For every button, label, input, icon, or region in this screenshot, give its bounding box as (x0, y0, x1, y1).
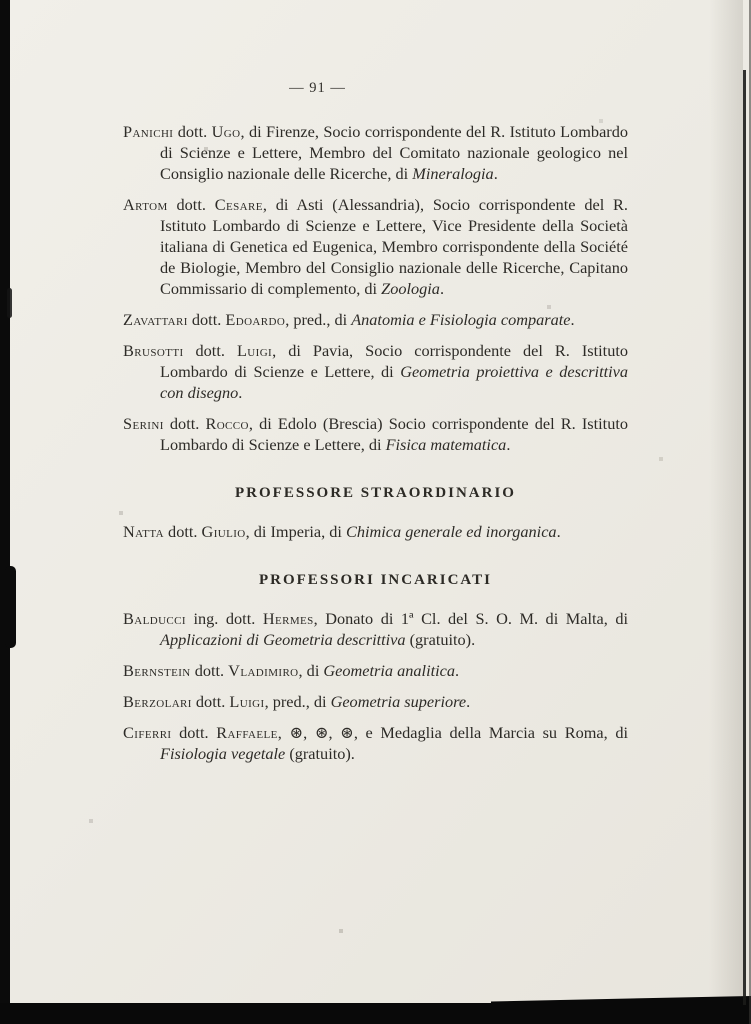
body-text: (gratuito). (285, 744, 355, 763)
body-text: dott. (171, 723, 217, 742)
name-text: Rocco (205, 414, 249, 433)
body-text: dott. (163, 414, 206, 433)
body-text: , di Imperia, di (245, 522, 346, 541)
faculty-entry-natta (123, 521, 628, 542)
subject-text: Geometria analitica (323, 661, 456, 680)
faculty-entry-brusotti (123, 340, 628, 403)
faculty-entry-artom (123, 194, 628, 299)
faculty-entry-panichi (123, 121, 628, 184)
name-text: Vladimiro (228, 661, 299, 680)
body-text: ing. dott. (185, 609, 263, 628)
section-heading-professore-straordinario: PROFESSORE STRAORDINARIO (235, 485, 516, 501)
body-text: . (455, 661, 460, 680)
section-heading-professori-incaricati: PROFESSORI INCARICATI (258, 572, 492, 588)
scan-ink-blob-small (7, 288, 12, 318)
scan-edge-bottom (0, 1003, 751, 1024)
body-text: . (466, 692, 471, 711)
body-text: , di Edolo (Brescia) Socio corrispondente del R. Istituto Lombardo di Scienze e Lettere, di (160, 414, 629, 454)
name-text: Ciferri (123, 723, 172, 742)
body-text: . (439, 279, 445, 298)
subject-text: Fisiologia vegetale (160, 744, 286, 763)
name-text: Balducci (123, 609, 186, 628)
body-text: dott. (167, 195, 215, 214)
scan-edge-left (0, 0, 10, 1024)
body-text: dott. (173, 122, 212, 141)
body-text: , pred., di (264, 692, 331, 711)
name-text: Brusotti (123, 341, 184, 360)
name-text: Artom (123, 195, 168, 214)
subject-text: Mineralogia (412, 164, 494, 183)
body-text: dott. (187, 310, 226, 329)
body-text: . (570, 310, 575, 329)
name-text: Edoardo (225, 310, 286, 329)
page-number: — 91 — (289, 80, 346, 96)
name-text: Luigi (229, 692, 265, 711)
name-text: Serini (123, 414, 164, 433)
body-text: , di (298, 661, 324, 680)
body-text: , ⊛, ⊛, ⊛, e Medaglia della Marcia su Roma, di (277, 723, 628, 742)
name-text: Giulio (201, 522, 246, 541)
subject-text: Fisica matematica (385, 435, 507, 454)
subject-text: Applicazioni di Geometria descrittiva (160, 630, 406, 649)
body-text: , pred., di (285, 310, 352, 329)
subject-text: Geometria superiore (330, 692, 467, 711)
subject-text: Geometria proiettiva e descrittiva con disegno (160, 362, 629, 402)
body-text: dott. (163, 522, 202, 541)
body-text: . (506, 435, 511, 454)
faculty-entry-balducci (123, 608, 628, 650)
body-text: dott. (190, 661, 229, 680)
body-text: . (493, 164, 498, 183)
body-text: (gratuito). (405, 630, 476, 649)
name-text: Hermes (262, 609, 314, 628)
body-text: , di Firenze, Socio corrispondente del R. Istituto Lombardo di Scienze e Lettere, Membro del Comitato nazionale geologico nel Consiglio nazionale delle Ricerche, di (160, 122, 628, 183)
faculty-entry-berzolari (123, 691, 628, 712)
name-text: Raffaele (216, 723, 278, 742)
faculty-entry-bernstein (123, 660, 628, 681)
faculty-entry-zavattari (123, 309, 628, 330)
body-text: . (556, 522, 561, 541)
scan-right-shade (709, 0, 743, 1024)
body-text: dott. (191, 692, 230, 711)
subject-text: Zoologia (381, 279, 440, 298)
name-text: Zavattari (123, 310, 188, 329)
subject-text: Anatomia e Fisiologia comparate (351, 310, 571, 329)
name-text: Cesare (214, 195, 263, 214)
name-text: Bernstein (123, 661, 191, 680)
faculty-entry-ciferri (123, 722, 628, 764)
body-text: dott. (183, 341, 237, 360)
scan-ink-blob (5, 566, 16, 648)
body-text: , di Pavia, Socio corrispondente del R. Istituto Lombardo di Scienze e Lettere, di (160, 341, 628, 381)
scan-edge-right-line (743, 70, 746, 1005)
name-text: Berzolari (123, 692, 192, 711)
body-text: , di Asti (Alessandria), Socio corrispondente del R. Istituto Lombardo di Scienze e Lettere, Vice Presidente della Società italiana di Genetica ed Eugenica, Membro corrispondente della Société de Biologie, Membro del Consiglio nazionale delle Ricerche, Capitano Commissario di complemento, di (160, 195, 628, 298)
name-text: Ugo (211, 122, 241, 141)
faculty-entry-serini (123, 413, 628, 455)
name-text: Panichi (123, 122, 174, 141)
subject-text: Chimica generale ed inorganica (346, 522, 557, 541)
name-text: Luigi (236, 341, 273, 360)
body-text: . (238, 383, 243, 402)
name-text: Natta (123, 522, 164, 541)
body-text: , Donato di 1ª Cl. del S. O. M. di Malta, di (313, 609, 628, 628)
text-block (123, 121, 628, 764)
